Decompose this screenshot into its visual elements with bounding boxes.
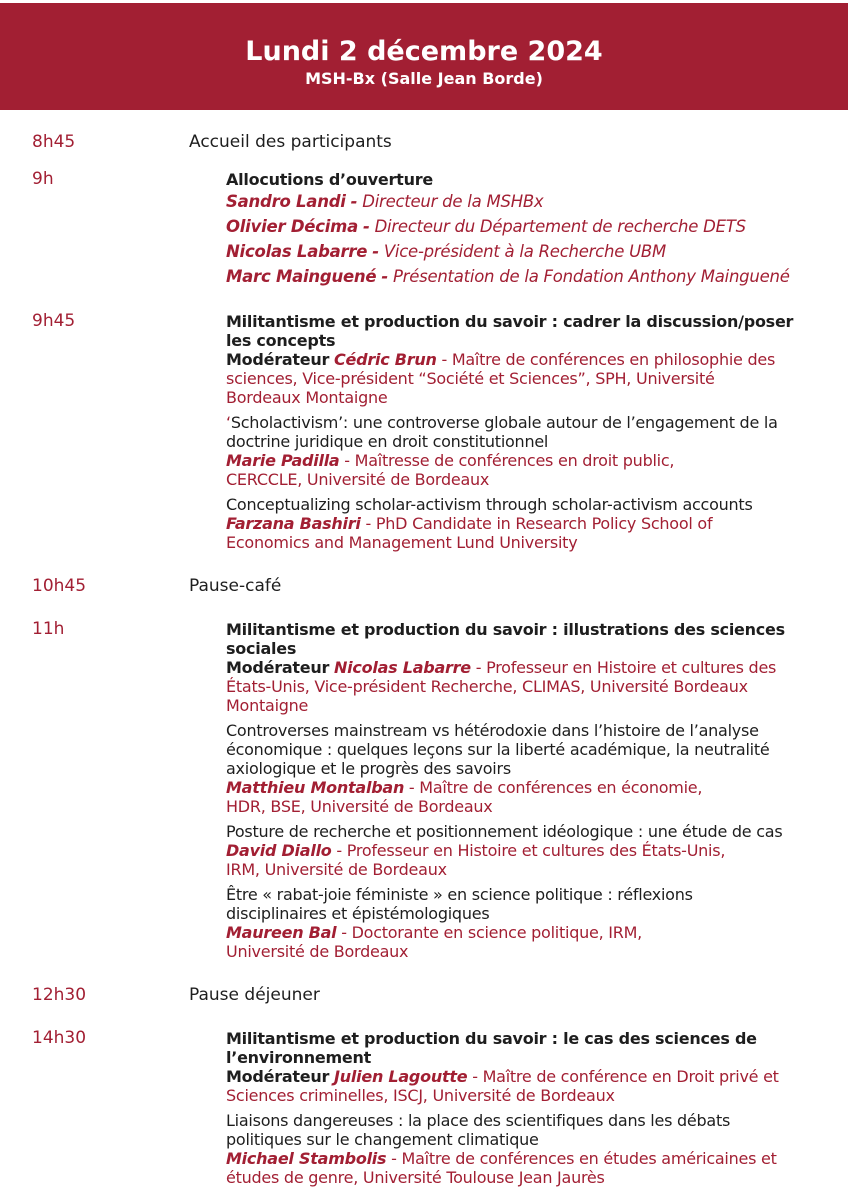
session-title: l’environnement — [226, 1048, 372, 1067]
speaker-line: Olivier Décima - Directeur du Département de recherche DETS — [226, 217, 746, 236]
speaker-role: - Doctorante en science politique, IRM, — [336, 923, 642, 942]
talk-title: Conceptualizing scholar-activism through scholar-activism accounts — [226, 495, 753, 514]
speaker-name: David Diallo — [226, 841, 332, 860]
slot-time: 10h45 — [32, 576, 87, 596]
speaker-name: Nicolas Labarre — [226, 242, 368, 261]
speaker-role: - Maître de conférences en études américaines et — [386, 1149, 777, 1168]
speaker-role: - Maîtresse de conférences en droit public, — [339, 451, 675, 470]
speaker-role: Directeur du Département de recherche DETS — [374, 217, 746, 236]
speaker-name: Maureen Bal — [226, 923, 337, 942]
session-title: Militantisme et production du savoir : illustrations des sciences — [226, 620, 785, 639]
talk-speaker-line — [226, 451, 848, 470]
moderator-label: Modérateur — [226, 1067, 330, 1086]
talk-title: doctrine juridique en droit constitutionnel — [226, 432, 549, 451]
moderator-label: Modérateur — [226, 658, 330, 677]
speaker-name: Marie Padilla — [226, 451, 340, 470]
speaker-role: - Maître de conférences en économie, — [404, 778, 703, 797]
speaker-name: Marc Mainguené — [226, 267, 377, 286]
moderator-role: Bordeaux Montaigne — [226, 388, 388, 407]
speaker-line: Marc Mainguené - Présentation de la Fondation Anthony Mainguené — [226, 267, 790, 286]
speaker-name: Sandro Landi — [226, 192, 346, 211]
talk-quote-mark: ‘ — [226, 413, 231, 432]
moderator-name: Nicolas Labarre — [334, 658, 471, 677]
slot-label: Pause-café — [189, 576, 282, 596]
talk-title: disciplinaires et épistémologiques — [226, 904, 490, 923]
talk-speaker-line — [226, 841, 848, 860]
moderator-role: - Maître de conférences en philosophie des — [436, 350, 776, 369]
moderator-name: Cédric Brun — [334, 350, 437, 369]
session-title: Militantisme et production du savoir : le cas des sciences de — [226, 1029, 757, 1048]
talk-title: Controverses mainstream vs hétérodoxie dans l’histoire de l’analyse — [226, 721, 759, 740]
speaker-role: Directeur de la MSHBx — [362, 192, 544, 211]
speaker-role: - PhD Candidate in Research Policy School of — [360, 514, 713, 533]
speaker-name: Matthieu Montalban — [226, 778, 405, 797]
speaker-line: Nicolas Labarre - Vice-président à la Recherche UBM — [226, 242, 666, 261]
moderator-role: Sciences criminelles, ISCJ, Université de Bordeaux — [226, 1086, 615, 1105]
talk-title: Liaisons dangereuses : la place des scientifiques dans les débats — [226, 1111, 731, 1130]
slot-content — [226, 1029, 848, 1187]
speaker-role: Université de Bordeaux — [226, 942, 409, 961]
slot-content — [226, 312, 848, 552]
session-title: les concepts — [226, 331, 336, 350]
speaker-name: Michael Stambolis — [226, 1149, 387, 1168]
speaker-role: Présentation de la Fondation Anthony Mainguené — [392, 267, 790, 286]
talk-speaker-line — [226, 923, 848, 942]
slot-time: 12h30 — [32, 985, 87, 1005]
slot-time: 9h — [32, 169, 54, 189]
slot-label: Accueil des participants — [189, 132, 392, 152]
speaker-role: IRM, Université de Bordeaux — [226, 860, 447, 879]
moderator-role: Montaigne — [226, 696, 309, 715]
speaker-role: - Professeur en Histoire et cultures des États-Unis, — [331, 841, 726, 860]
speaker-name: Farzana Bashiri — [226, 514, 361, 533]
slot-label: Pause déjeuner — [189, 985, 320, 1005]
page-title: Lundi 2 décembre 2024 — [245, 36, 603, 67]
moderator-name: Julien Lagoutte — [334, 1067, 468, 1086]
session-title: Militantisme et production du savoir : cadrer la discussion/poser — [226, 312, 794, 331]
moderator-role: États-Unis, Vice-président Recherche, CLIMAS, Université Bordeaux — [226, 677, 748, 696]
talk-title: axiologique et le progrès des savoirs — [226, 759, 511, 778]
slot-time: 14h30 — [32, 1028, 87, 1048]
talk-title: Posture de recherche et positionnement idéologique : une étude de cas — [226, 822, 783, 841]
speaker-role: CERCCLE, Université de Bordeaux — [226, 470, 490, 489]
slot-time: 8h45 — [32, 132, 76, 152]
talk-title: économique : quelques leçons sur la liberté académique, la neutralité — [226, 740, 770, 759]
moderator-role: - Professeur en Histoire et cultures des — [470, 658, 777, 677]
talk-title: Être « rabat-joie féministe » en science politique : réflexions — [226, 885, 693, 904]
speaker-role: Vice-président à la Recherche UBM — [383, 242, 666, 261]
talk-speaker-line — [226, 1149, 848, 1168]
speaker-line: Sandro Landi - Directeur de la MSHBx — [226, 192, 544, 211]
talk-speaker-line — [226, 514, 848, 533]
speaker-role: HDR, BSE, Université de Bordeaux — [226, 797, 493, 816]
talk-title: politiques sur le changement climatique — [226, 1130, 539, 1149]
moderator-line — [226, 350, 848, 369]
moderator-label: Modérateur — [226, 350, 330, 369]
moderator-line — [226, 1067, 848, 1086]
slot-content — [226, 620, 848, 961]
moderator-role: - Maître de conférence en Droit privé et — [467, 1067, 779, 1086]
slot-time: 11h — [32, 619, 65, 639]
talk-speaker-line — [226, 778, 848, 797]
talk-title: ‘Scholactivism’: une controverse globale autour de l’engagement de la — [226, 413, 778, 432]
slot-time: 9h45 — [32, 311, 76, 331]
slot-content — [226, 170, 848, 289]
header-banner — [0, 3, 848, 110]
session-title: Allocutions d’ouverture — [226, 170, 433, 189]
session-title: sociales — [226, 639, 297, 658]
moderator-role: sciences, Vice-président “Société et Sciences”, SPH, Université — [226, 369, 715, 388]
speaker-role: Economics and Management Lund University — [226, 533, 578, 552]
speaker-role: études de genre, Université Toulouse Jean Jaurès — [226, 1168, 605, 1187]
venue-subtitle: MSH-Bx (Salle Jean Borde) — [305, 69, 543, 88]
moderator-line — [226, 658, 848, 677]
speaker-name: Olivier Décima — [226, 217, 358, 236]
